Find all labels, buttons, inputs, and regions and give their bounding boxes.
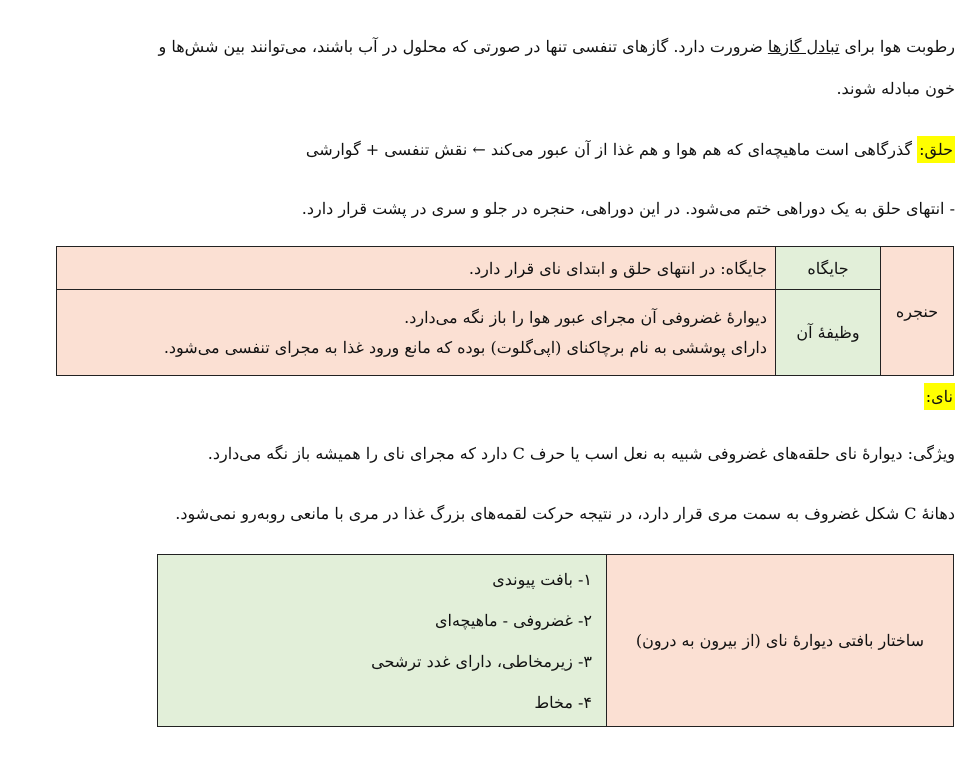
underlined-term: تبادل گازها (767, 37, 840, 56)
larynx-title-cell: حنجره (881, 247, 954, 376)
tissue-layers-cell (158, 555, 607, 727)
paragraph-gas-exchange-line2: خون مبادله شوند. (836, 79, 955, 98)
trachea-heading (18, 384, 955, 410)
tissue-layer-item: ۱- بافت پیوندی (492, 569, 592, 589)
pharynx-definition: حلق: گذرگاهی است ماهیچه‌ای که هم هوا و هم غذا از آن عبور می‌کند ← نقش تنفسی + گوارشی (18, 137, 955, 163)
function-line-2: دارای پوششی به نام برچاکنای (اپی‌گلوت) بوده که مانع ورود غذا به مجرای تنفسی می‌شود. (163, 337, 767, 357)
trachea-tissue-table (157, 554, 954, 727)
larynx-table (56, 246, 954, 376)
pharynx-end-note: - انتهای حلق به یک دوراهی ختم می‌شود. در این دوراهی، حنجره در جلو و سری در پشت قرار دارد. (301, 199, 955, 218)
trachea-feature: ویژگی: دیوارهٔ نای حلقه‌های غضروفی شبیه به نعل اسب یا حرف C دارد که مجرای نای را همیشه باز نگه می‌دارد. (207, 444, 955, 463)
function-line-1: دیوارهٔ غضروفی آن مجرای عبور هوا را باز نگه می‌دارد. (404, 307, 767, 327)
paragraph-gas-exchange-line1: رطوبت هوا برای تبادل گازها ضرورت دارد. گازهای تنفسی تنها در صورتی که محلول در آب باشند، می‌توانند بین شش‌ها و (158, 37, 955, 56)
cartilage-opening-note: دهانهٔ C شکل غضروف به سمت مری قرار دارد، در نتیجه حرکت لقمه‌های بزرگ غذا در مری با مانعی روبه‌رو نمی‌شود. (175, 504, 955, 523)
location-label-cell: جایگاه (776, 247, 881, 290)
tissue-layer-item: ۴- مخاط (534, 692, 592, 712)
tissue-structure-label-cell: ساختار بافتی دیوارهٔ نای (از بیرون به درون) (607, 555, 954, 727)
function-label-cell: وظیفهٔ آن (776, 290, 881, 376)
pharynx-term-highlight: حلق: (917, 136, 955, 163)
tissue-layer-item: ۳- زیرمخاطی، دارای غدد ترشحی (371, 651, 592, 671)
function-text-cell (57, 290, 776, 376)
tissue-layer-item: ۲- غضروفی - ماهیچه‌ای (434, 610, 592, 630)
trachea-term-highlight: نای: (924, 383, 955, 410)
location-text-cell: جایگاه: در انتهای حلق و ابتدای نای قرار دارد. (57, 247, 776, 290)
